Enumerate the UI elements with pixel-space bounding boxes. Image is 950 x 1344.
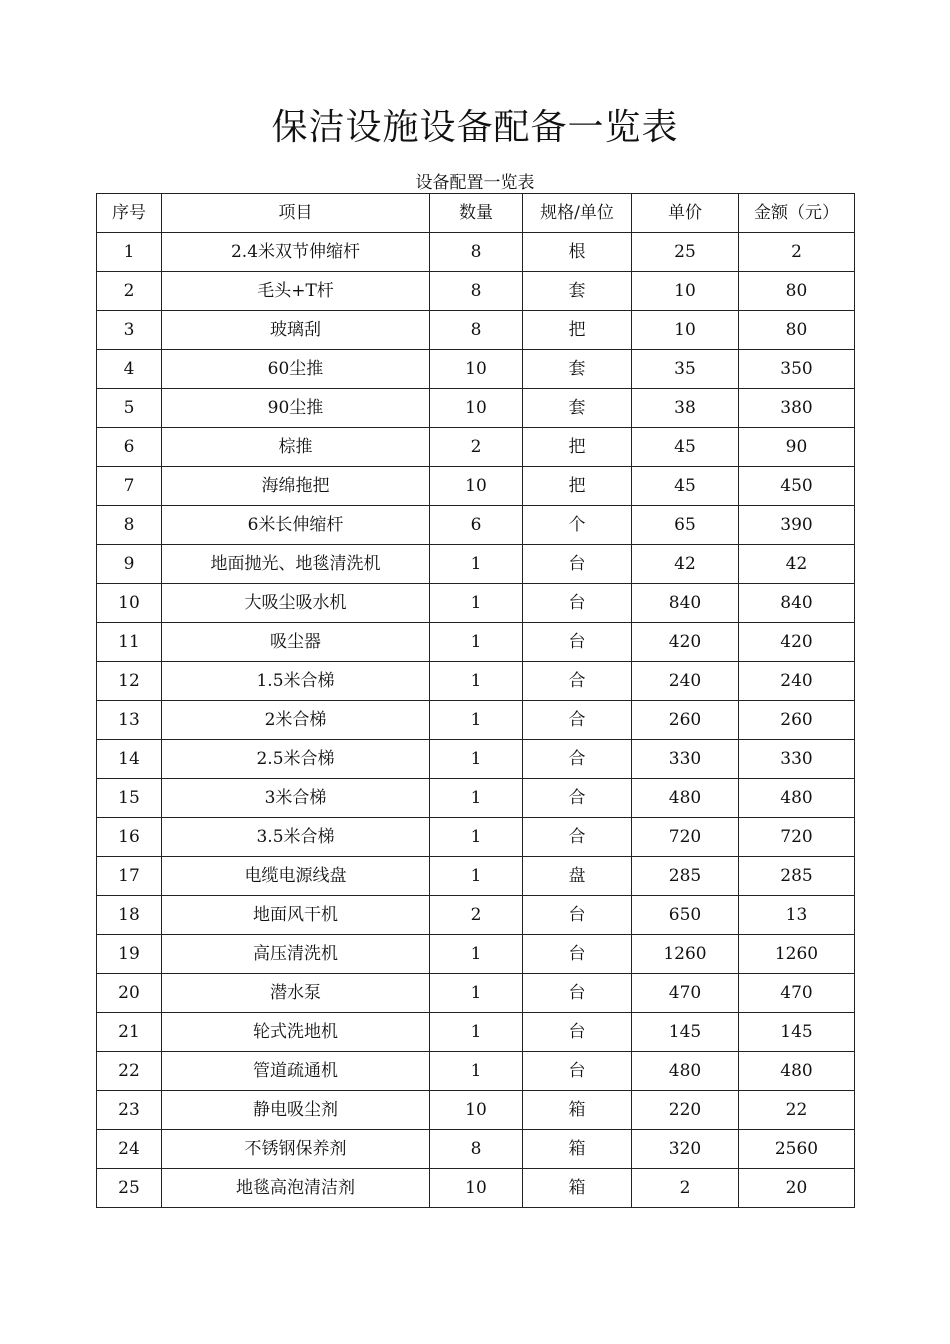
quantity-cell: 1 xyxy=(430,779,523,818)
unit-price-cell: 45 xyxy=(632,467,739,506)
amount-cell: 480 xyxy=(739,1052,855,1091)
index-cell: 14 xyxy=(97,740,162,779)
table-row xyxy=(97,857,855,896)
amount-cell: 13 xyxy=(739,896,855,935)
unit-price-cell: 650 xyxy=(632,896,739,935)
item-cell: 高压清洗机 xyxy=(162,935,430,974)
index-cell: 16 xyxy=(97,818,162,857)
table-row xyxy=(97,584,855,623)
index-cell: 1 xyxy=(97,233,162,272)
header-cell-unit-price: 单价 xyxy=(632,194,739,233)
unit-cell: 套 xyxy=(523,350,632,389)
quantity-cell: 8 xyxy=(430,233,523,272)
amount-cell: 80 xyxy=(739,272,855,311)
amount-cell: 480 xyxy=(739,779,855,818)
unit-cell: 套 xyxy=(523,272,632,311)
quantity-cell: 10 xyxy=(430,1091,523,1130)
item-cell: 90尘推 xyxy=(162,389,430,428)
header-cell-quantity: 数量 xyxy=(430,194,523,233)
amount-cell: 470 xyxy=(739,974,855,1013)
quantity-cell: 1 xyxy=(430,662,523,701)
quantity-cell: 10 xyxy=(430,389,523,428)
unit-cell: 台 xyxy=(523,584,632,623)
unit-cell: 箱 xyxy=(523,1169,632,1208)
index-cell: 23 xyxy=(97,1091,162,1130)
page-title: 保洁设施设备配备一览表 xyxy=(271,107,679,148)
unit-cell: 合 xyxy=(523,779,632,818)
amount-cell: 420 xyxy=(739,623,855,662)
item-cell: 地面风干机 xyxy=(162,896,430,935)
table-row xyxy=(97,701,855,740)
index-cell: 5 xyxy=(97,389,162,428)
table-row xyxy=(97,389,855,428)
amount-cell: 380 xyxy=(739,389,855,428)
item-cell: 吸尘器 xyxy=(162,623,430,662)
index-cell: 17 xyxy=(97,857,162,896)
item-cell: 静电吸尘剂 xyxy=(162,1091,430,1130)
table-row xyxy=(97,623,855,662)
item-cell: 3米合梯 xyxy=(162,779,430,818)
unit-cell: 箱 xyxy=(523,1130,632,1169)
header-cell-amount: 金额（元） xyxy=(739,194,855,233)
quantity-cell: 8 xyxy=(430,272,523,311)
item-cell: 管道疏通机 xyxy=(162,1052,430,1091)
item-cell: 2米合梯 xyxy=(162,701,430,740)
amount-cell: 2560 xyxy=(739,1130,855,1169)
unit-price-cell: 420 xyxy=(632,623,739,662)
unit-price-cell: 45 xyxy=(632,428,739,467)
equipment-table xyxy=(96,193,855,1208)
item-cell: 轮式洗地机 xyxy=(162,1013,430,1052)
unit-price-cell: 285 xyxy=(632,857,739,896)
quantity-cell: 10 xyxy=(430,1169,523,1208)
table-row xyxy=(97,506,855,545)
table-row xyxy=(97,896,855,935)
quantity-cell: 2 xyxy=(430,428,523,467)
table-row xyxy=(97,662,855,701)
table-row xyxy=(97,1130,855,1169)
unit-cell: 合 xyxy=(523,662,632,701)
unit-cell: 合 xyxy=(523,740,632,779)
amount-cell: 720 xyxy=(739,818,855,857)
index-cell: 25 xyxy=(97,1169,162,1208)
unit-cell: 把 xyxy=(523,467,632,506)
quantity-cell: 1 xyxy=(430,584,523,623)
unit-cell: 套 xyxy=(523,389,632,428)
table-row xyxy=(97,1169,855,1208)
index-cell: 13 xyxy=(97,701,162,740)
unit-price-cell: 260 xyxy=(632,701,739,740)
quantity-cell: 1 xyxy=(430,623,523,662)
unit-cell: 台 xyxy=(523,896,632,935)
amount-cell: 80 xyxy=(739,311,855,350)
table-row xyxy=(97,740,855,779)
index-cell: 2 xyxy=(97,272,162,311)
amount-cell: 1260 xyxy=(739,935,855,974)
unit-price-cell: 480 xyxy=(632,779,739,818)
quantity-cell: 8 xyxy=(430,1130,523,1169)
unit-price-cell: 220 xyxy=(632,1091,739,1130)
unit-cell: 台 xyxy=(523,1052,632,1091)
unit-cell: 把 xyxy=(523,311,632,350)
unit-price-cell: 10 xyxy=(632,272,739,311)
index-cell: 12 xyxy=(97,662,162,701)
table-caption: 设备配置一览表 xyxy=(415,173,535,193)
table-row xyxy=(97,1013,855,1052)
unit-price-cell: 480 xyxy=(632,1052,739,1091)
quantity-cell: 1 xyxy=(430,545,523,584)
quantity-cell: 10 xyxy=(430,467,523,506)
unit-cell: 台 xyxy=(523,974,632,1013)
amount-cell: 330 xyxy=(739,740,855,779)
unit-price-cell: 65 xyxy=(632,506,739,545)
amount-cell: 20 xyxy=(739,1169,855,1208)
index-cell: 21 xyxy=(97,1013,162,1052)
unit-price-cell: 720 xyxy=(632,818,739,857)
table-row xyxy=(97,818,855,857)
unit-cell: 台 xyxy=(523,623,632,662)
amount-cell: 390 xyxy=(739,506,855,545)
quantity-cell: 1 xyxy=(430,818,523,857)
unit-price-cell: 320 xyxy=(632,1130,739,1169)
item-cell: 棕推 xyxy=(162,428,430,467)
quantity-cell: 6 xyxy=(430,506,523,545)
unit-cell: 台 xyxy=(523,935,632,974)
index-cell: 22 xyxy=(97,1052,162,1091)
unit-price-cell: 25 xyxy=(632,233,739,272)
table-row xyxy=(97,974,855,1013)
index-cell: 19 xyxy=(97,935,162,974)
amount-cell: 450 xyxy=(739,467,855,506)
item-cell: 2.5米合梯 xyxy=(162,740,430,779)
item-cell: 地毯高泡清洁剂 xyxy=(162,1169,430,1208)
unit-price-cell: 42 xyxy=(632,545,739,584)
table-row xyxy=(97,545,855,584)
table-body xyxy=(97,233,855,1208)
amount-cell: 240 xyxy=(739,662,855,701)
header-cell-index: 序号 xyxy=(97,194,162,233)
index-cell: 10 xyxy=(97,584,162,623)
table-row xyxy=(97,233,855,272)
unit-cell: 合 xyxy=(523,818,632,857)
quantity-cell: 1 xyxy=(430,974,523,1013)
index-cell: 11 xyxy=(97,623,162,662)
table-row xyxy=(97,467,855,506)
quantity-cell: 1 xyxy=(430,935,523,974)
index-cell: 7 xyxy=(97,467,162,506)
item-cell: 6米长伸缩杆 xyxy=(162,506,430,545)
item-cell: 毛头+T杆 xyxy=(162,272,430,311)
amount-cell: 285 xyxy=(739,857,855,896)
item-cell: 电缆电源线盘 xyxy=(162,857,430,896)
item-cell: 1.5米合梯 xyxy=(162,662,430,701)
table-row xyxy=(97,935,855,974)
index-cell: 20 xyxy=(97,974,162,1013)
unit-price-cell: 1260 xyxy=(632,935,739,974)
index-cell: 3 xyxy=(97,311,162,350)
header-row xyxy=(97,194,855,233)
unit-price-cell: 35 xyxy=(632,350,739,389)
table-row xyxy=(97,311,855,350)
unit-cell: 把 xyxy=(523,428,632,467)
amount-cell: 145 xyxy=(739,1013,855,1052)
item-cell: 不锈钢保养剂 xyxy=(162,1130,430,1169)
index-cell: 15 xyxy=(97,779,162,818)
item-cell: 海绵拖把 xyxy=(162,467,430,506)
unit-price-cell: 145 xyxy=(632,1013,739,1052)
index-cell: 6 xyxy=(97,428,162,467)
unit-price-cell: 470 xyxy=(632,974,739,1013)
table-row xyxy=(97,779,855,818)
unit-price-cell: 240 xyxy=(632,662,739,701)
amount-cell: 42 xyxy=(739,545,855,584)
header-cell-item: 项目 xyxy=(162,194,430,233)
index-cell: 24 xyxy=(97,1130,162,1169)
quantity-cell: 2 xyxy=(430,896,523,935)
table-row xyxy=(97,428,855,467)
item-cell: 潜水泵 xyxy=(162,974,430,1013)
amount-cell: 90 xyxy=(739,428,855,467)
item-cell: 地面抛光、地毯清洗机 xyxy=(162,545,430,584)
item-cell: 60尘推 xyxy=(162,350,430,389)
quantity-cell: 10 xyxy=(430,350,523,389)
unit-cell: 盘 xyxy=(523,857,632,896)
quantity-cell: 1 xyxy=(430,857,523,896)
item-cell: 2.4米双节伸缩杆 xyxy=(162,233,430,272)
amount-cell: 22 xyxy=(739,1091,855,1130)
unit-price-cell: 2 xyxy=(632,1169,739,1208)
unit-price-cell: 330 xyxy=(632,740,739,779)
index-cell: 18 xyxy=(97,896,162,935)
item-cell: 玻璃刮 xyxy=(162,311,430,350)
index-cell: 8 xyxy=(97,506,162,545)
table-row xyxy=(97,350,855,389)
item-cell: 大吸尘吸水机 xyxy=(162,584,430,623)
quantity-cell: 1 xyxy=(430,1013,523,1052)
quantity-cell: 1 xyxy=(430,1052,523,1091)
amount-cell: 260 xyxy=(739,701,855,740)
table-row xyxy=(97,1091,855,1130)
index-cell: 9 xyxy=(97,545,162,584)
amount-cell: 840 xyxy=(739,584,855,623)
unit-price-cell: 38 xyxy=(632,389,739,428)
item-cell: 3.5米合梯 xyxy=(162,818,430,857)
quantity-cell: 8 xyxy=(430,311,523,350)
table-row xyxy=(97,1052,855,1091)
unit-price-cell: 10 xyxy=(632,311,739,350)
header-cell-unit: 规格/单位 xyxy=(523,194,632,233)
quantity-cell: 1 xyxy=(430,740,523,779)
table-row xyxy=(97,272,855,311)
unit-cell: 合 xyxy=(523,701,632,740)
amount-cell: 350 xyxy=(739,350,855,389)
amount-cell: 2 xyxy=(739,233,855,272)
unit-cell: 台 xyxy=(523,545,632,584)
quantity-cell: 1 xyxy=(430,701,523,740)
index-cell: 4 xyxy=(97,350,162,389)
unit-price-cell: 840 xyxy=(632,584,739,623)
unit-cell: 个 xyxy=(523,506,632,545)
unit-cell: 台 xyxy=(523,1013,632,1052)
unit-cell: 箱 xyxy=(523,1091,632,1130)
unit-cell: 根 xyxy=(523,233,632,272)
